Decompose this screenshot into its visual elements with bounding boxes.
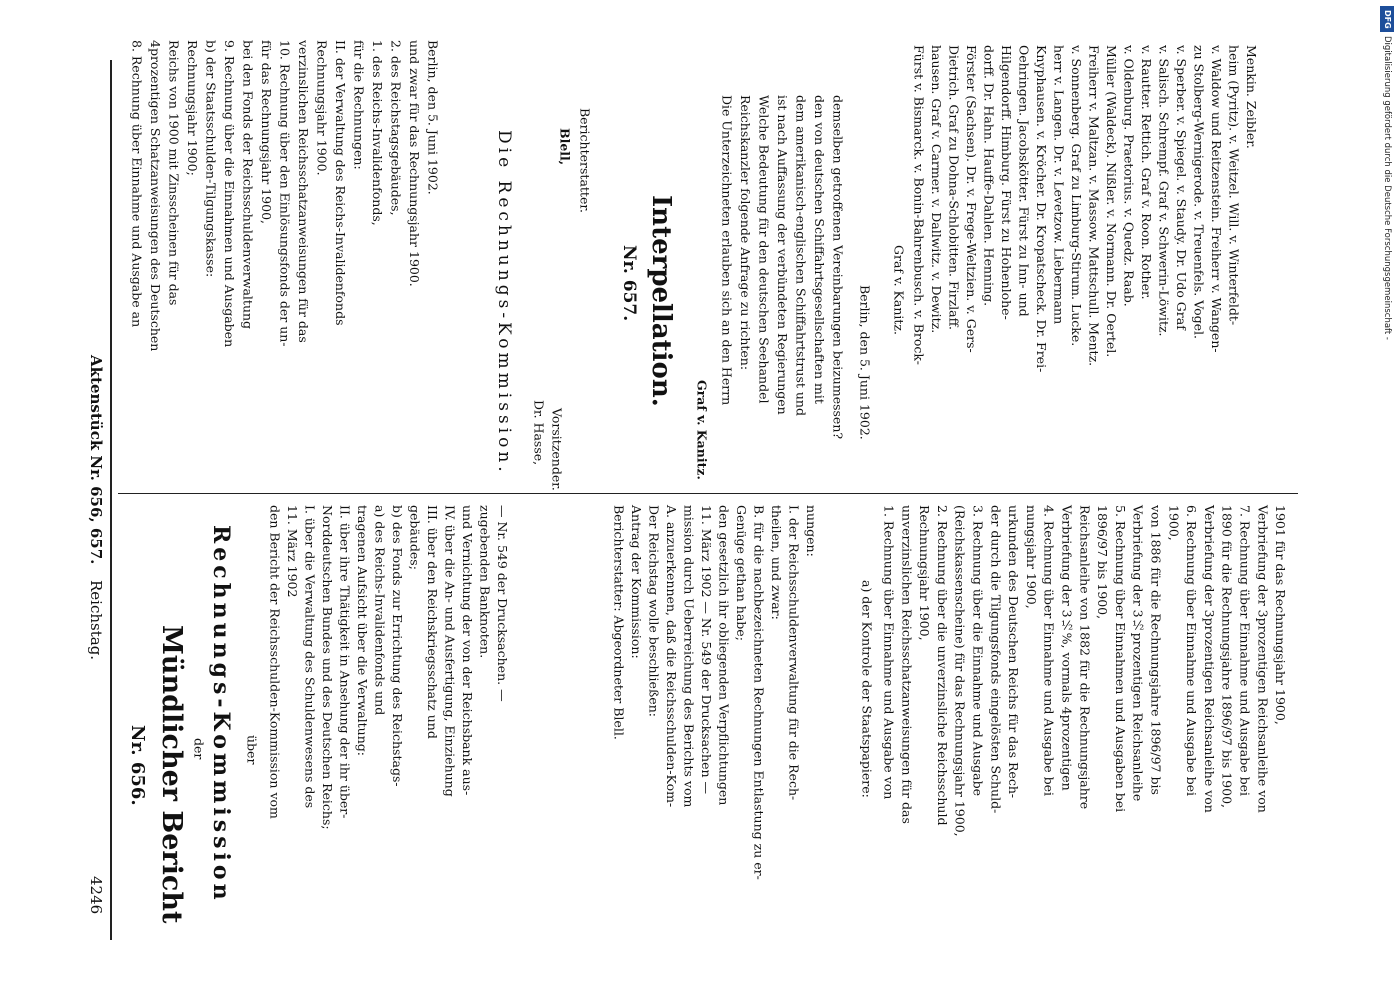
text-line: v. Waldow und Reitzenstein. Freiherr v. Wangen- — [1209, 45, 1224, 353]
text-line: 2. des Reichstagsgebäudes, — [388, 40, 404, 216]
text-line: v. Salisch. Schrempf. Graf v. Schwerin-Löwitz. — [1156, 45, 1172, 337]
interpellation-title: Interpellation. — [646, 195, 676, 407]
interpellation-author: Graf v. Kanitz. — [694, 380, 710, 480]
text-line: herr v. Langen. Dr. v. Levetzow. Liebermann — [1051, 45, 1067, 325]
text-line: 1896/97 bis 1900, — [1095, 505, 1111, 620]
text-line: heim (Pyritz). v. Weitzel. Will. v. Winterfeldt- — [1226, 45, 1242, 326]
text-line: Menkin. Zeibler. — [1244, 45, 1259, 149]
text-line: 3. Rechnung über die Einnahme und Ausgabe — [970, 505, 986, 797]
reporter-role: Berichterstatter. — [577, 108, 593, 213]
reporter-name: Blell, — [557, 128, 573, 166]
text-line: Oehringen. Jacobskötter. Fürst zu Inn- und — [1016, 45, 1032, 317]
text-line: zugebenden Banknoten. — [477, 505, 493, 659]
commission-signature: Die Rechnungs-Kommission. — [494, 130, 514, 476]
text-line: III. über den Reichskriegsschatz und — [425, 505, 440, 739]
text-line: und Vernichtung der von der Reichsbank aus- — [460, 505, 475, 796]
text-line: Verbriefung der 3prozentigen Reichsanleihe von — [1201, 505, 1217, 813]
text-line: II. der Verwaltung des Reichs-Invalidenfonds — [333, 40, 348, 326]
commission-title: Rechnungs-Kommission — [208, 525, 234, 904]
text-line: Die Unterzeichneten erlauben sich an den Herrn — [719, 95, 735, 406]
text-line: den gesetzlich ihr obliegenden Verpflichtungen — [716, 505, 732, 806]
text-line: — Nr. 549 der Drucksachen. — — [495, 505, 510, 702]
text-line: Berlin, den 5. Juni 1902. — [425, 40, 441, 195]
text-line: den von deutschen Schiffahrtsgesellschaften mit — [812, 95, 827, 404]
text-line: v. Sperber. v. Spiegel. v. Staudy. Dr. Udo Graf — [1174, 45, 1189, 330]
page-number: 4246 — [87, 876, 105, 915]
header-left-label: Reichstag. — [87, 580, 105, 661]
text-line: demselben getroffenen Vereinbarungen beizumessen? — [830, 95, 846, 440]
text-line: 1890 für die Rechnungsjahre 1896/97 bis 1900, — [1219, 505, 1235, 809]
text-line: unverzinslichen Reichsschatzanweisungen für das — [899, 505, 915, 824]
text-line: 4prozentigen Schatzanweisungen des Deutschen — [148, 40, 163, 352]
text-line: Müller (Waldeck). Nißler. v. Normann. Dr. Oertel. — [1104, 45, 1119, 358]
text-line: A. anzuerkennen, daß die Reichsschulden-Kom- — [664, 505, 679, 808]
text-line: Berichterstatter: Abgeordneter Blell. — [611, 505, 627, 740]
text-line: I. der Reichsschuldenverwaltung für die Rech- — [786, 505, 802, 801]
header-right-label: Aktenstück Nr. 656, 657. — [87, 355, 105, 565]
text-line: für die Rechnungen: — [351, 40, 367, 170]
interpellation-number: Nr. 657. — [619, 245, 639, 322]
text-line: zu Stolberg-Wernigerode. v. Treuenfels. Vogel. — [1191, 45, 1207, 340]
text-line: 6. Rechnung über Einnahme und Ausgabe bei — [1184, 505, 1200, 797]
report-number: Nr. 656. — [127, 725, 148, 806]
text-line: Reichsanleihe von 1882 für die Rechnungsjahre — [1077, 505, 1093, 810]
text-line: Hilgendorff. Himburg. Fürst zu Hohenlohe- — [999, 45, 1014, 320]
text-line: Der Reichstag wolle beschließen: — [646, 505, 662, 717]
text-line: B. für die nachbezeichneten Rechnungen Entlastung zu er- — [751, 505, 767, 880]
text-line: Freiherr v. Maltzan. v. Massow. Mattschull. Mentz. — [1086, 45, 1102, 367]
text-line: Antrag der Kommission: — [629, 505, 644, 659]
text-line: Knyphausen. v. Kröcher. Dr. Kropatscheck. Dr. Frei- — [1034, 45, 1049, 373]
text-line: den Bericht der Reichsschulden-Kommission vom — [267, 505, 283, 819]
text-line: verzinslichen Reichsschatzanweisungen für das — [296, 40, 311, 343]
text-line: Reichskanzler folgende Anfrage zu richten: — [738, 95, 753, 371]
text-line: 11. März 1902 — [285, 505, 300, 598]
text-line: v. Oldenburg. Praetorius. v. Quedz. Raab. — [1121, 45, 1137, 307]
text-line: 1901 für das Rechnungsjahr 1900, — [1273, 505, 1289, 725]
text-line: b) des Fonds zur Errichtung des Reichstags- — [390, 505, 405, 787]
chair-name: Dr. Hasse, — [531, 400, 547, 466]
text-line: Welche Bedeutung für den deutschen Seehandel — [756, 95, 772, 404]
report-title: Mündlicher Bericht — [156, 625, 187, 924]
text-line: Verbriefung der 3prozentigen Reichsanleihe von — [1255, 505, 1271, 813]
text-line: Rechnungsjahr 1900. — [314, 40, 330, 176]
text-line: dem amerikanisch-englischen Schiffahrtstrust und — [793, 95, 809, 416]
text-line: 7. Rechnung über Einnahme und Ausgabe bei — [1237, 505, 1253, 797]
text-line: 1900, — [1166, 505, 1182, 541]
text-line: 2. Rechnung über die unverzinsliche Reichsschuld — [934, 505, 950, 826]
text-line: a) des Reichs-Invalidenfonds und — [372, 505, 388, 716]
text-line: theilen, und zwar: — [769, 505, 784, 620]
text-line: v. Rautter. Rettich. Graf v. Roon. Rother. — [1139, 45, 1154, 300]
dfg-logo: DFG — [1380, 6, 1394, 32]
text-line: gebäudes; — [407, 505, 423, 570]
text-line: 1. des Reichs-Invalidenfonds, — [370, 40, 385, 226]
text-line: nungen: — [804, 505, 819, 557]
chair-role: Vorsitzender. — [549, 408, 565, 491]
control-heading: a) der Kontrole der Staatspapiere: — [859, 580, 875, 798]
der-label: der — [191, 738, 207, 760]
text-line: tragenen Aufsicht über die Verwaltung: — [355, 505, 370, 756]
text-line: dorff. Dr. Hahn. Hauffe-Dahlen. Henning. — [981, 45, 997, 307]
text-line: v. Sonnenberg. Graf zu Limburg-Stirum. Lucke. — [1069, 45, 1084, 347]
text-line: Norddeutschen Bundes und des Deutschen Reichs; — [320, 505, 335, 830]
text-line: 8. Rechnung über Einnahme und Ausgabe an — [129, 40, 145, 328]
text-line: für das Rechnungsjahr 1900, — [259, 40, 274, 225]
text-line: Rechnungsjahr 1900, — [917, 505, 933, 641]
text-line: Reichs von 1900 mit Zinsscheinen für das — [166, 40, 182, 306]
text-line: der durch die Tilgungsfonds eingelösten Schuld- — [988, 505, 1004, 814]
interpellation-signature: Graf v. Kanitz. — [891, 245, 907, 335]
text-line: ist nach Auffassung der verbündeten Regierungen — [775, 95, 790, 415]
text-line: Fürst v. Bismarck. v. Bonin-Bahrenbusch. v. Brock- — [911, 45, 927, 365]
text-line: 4. Rechnung über Einnahme und Ausgabe bei — [1041, 505, 1057, 797]
text-line: 5. Rechnung über Einnahmen und Ausgaben bei — [1112, 505, 1128, 813]
text-line: hausen. Graf v. Carmer. v. Dallwitz. v. Dewitz. — [929, 45, 944, 334]
header-rule — [110, 60, 112, 940]
text-line: und zwar für das Rechnungsjahr 1900. — [407, 40, 422, 287]
digitization-credit: Digitalisierung gefördert durch die Deutsche Forschungsgemeinschaft - — [1382, 36, 1392, 340]
interpellation-date: Berlin, den 5. Juni 1902. — [857, 285, 873, 440]
text-line: b) der Staatsschulden-Tilgungskasse: — [203, 40, 219, 278]
text-line: von 1886 für die Rechnungsjahre 1896/97 bis — [1148, 505, 1164, 795]
text-line: 1. Rechnung über Einnahme und Ausgabe von — [881, 505, 897, 800]
text-line: IV. über die An- und Ausfertigung, Einziehung — [442, 505, 458, 797]
column-divider — [118, 493, 1298, 494]
text-line: Verbriefung der 3½%, vormals 4prozentigen — [1059, 505, 1075, 791]
text-line: II. über ihre Thätigkeit in Ansehung der ihr über- — [337, 505, 353, 819]
text-line: Rechnungsjahr 1900; — [185, 40, 200, 176]
text-line: Verbriefung der 3½prozentigen Reichsanleihe — [1130, 505, 1146, 802]
text-line: Genüge gethan habe; — [734, 505, 749, 641]
text-line: I. über die Verwaltung des Schuldenwesens des — [302, 505, 318, 809]
text-line: Förster (Sachsen). Dr. v. Frege-Weltzien. v. Gers- — [964, 45, 979, 353]
text-line: nungsjahr 1900, — [1023, 505, 1039, 609]
text-line: bei den Fonds der Reichsschuldenverwaltung — [240, 40, 256, 330]
ueber-label: über — [244, 735, 260, 765]
text-line: 10. Rechnung über den Einlösungsfonds der un- — [277, 40, 293, 347]
text-line: 9. Rechnung über die Einnahmen und Ausgaben — [222, 40, 237, 348]
text-line: mission durch Ueberreichung des Berichts vom — [681, 505, 697, 808]
text-line: (Reichskassenscheine) für das Rechnungsjahr 1900, — [952, 505, 968, 837]
text-line: urkunden des Deutschen Reichs für das Rech- — [1006, 505, 1022, 799]
text-line: Dietrich. Graf zu Dohna-Schlobitten. Firzlaff. — [946, 45, 962, 331]
text-line: 11. März 1902 — Nr. 549 der Drucksachen — — [699, 505, 714, 795]
